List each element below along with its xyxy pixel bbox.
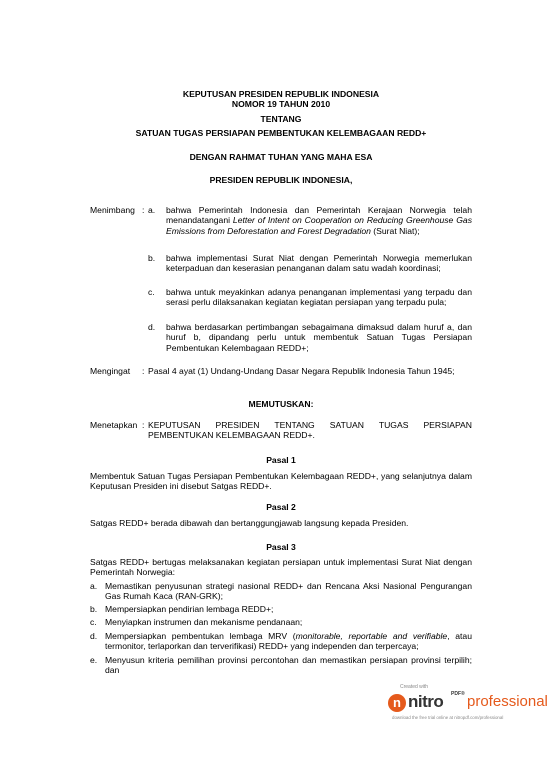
- item-marker: c.: [90, 617, 97, 627]
- item-text: bahwa berdasarkan pertimbangan sebagaimana dimaksud dalam huruf a, dan huruf b, dipandang perlu untuk membentuk Satuan Tugas Persiapan Pembentukan Kelembagaan REDD+;: [166, 322, 472, 353]
- mengingat-colon: :: [142, 366, 145, 376]
- mengingat-text: Pasal 4 ayat (1) Undang-Undang Dasar Negara Republik Indonesia Tahun 1945;: [148, 366, 455, 376]
- pasal-3-item: [90, 604, 472, 614]
- item-text: Mempersiapkan pembentukan lembaga MRV (monitorable, reportable and verifiable, atau termonitor, terlaporkan dan terverifikasi) REDD+ yang independen dan terpercaya;: [105, 631, 472, 652]
- created-with-label: Created with: [400, 684, 429, 690]
- nitro-brand: nitro: [408, 692, 444, 711]
- pasal-3-title: Pasal 3: [266, 542, 296, 552]
- item-marker: d.: [90, 631, 98, 641]
- pasal-3-item: [90, 581, 472, 602]
- menetapkan-label: Menetapkan: [90, 420, 138, 430]
- professional-label: professional: [467, 693, 548, 710]
- menimbang-item: [148, 322, 472, 353]
- pasal-3-item: [90, 617, 472, 627]
- pasal-1-title: Pasal 1: [266, 455, 296, 465]
- download-note: download the free trial online at nitropdf.com/professional: [392, 715, 504, 720]
- pasal-3-item: [90, 631, 472, 652]
- item-marker: c.: [148, 287, 155, 297]
- item-marker: b.: [148, 253, 156, 263]
- mengingat-label: Mengingat: [90, 366, 131, 376]
- item-text: bahwa untuk meyakinkan adanya penanganan implementasi yang terpadu dan serasi perlu dilaksanakan kegiatan kegiatan persiapan yang terpadu pula;: [166, 287, 472, 308]
- preamble-line: DENGAN RAHMAT TUHAN YANG MAHA ESA: [189, 152, 373, 162]
- item-text: bahwa implementasi Surat Niat dengan Pemerintah Norwegia memerlukan keterpaduan dan keserasian penanganan dalam satu wadah koordinasi;: [166, 253, 472, 274]
- nitro-logo-icon: n: [388, 694, 406, 712]
- memutuskan-heading: MEMUTUSKAN:: [248, 399, 314, 409]
- president-line: PRESIDEN REPUBLIK INDONESIA,: [209, 175, 353, 185]
- pasal-3-intro: Satgas REDD+ bertugas melaksanakan kegiatan persiapan untuk implementasi Surat Niat dengan Pemerintah Norwegia:: [90, 557, 472, 578]
- tentang-heading: TENTANG: [260, 114, 302, 124]
- pasal-2-text: Satgas REDD+ berada dibawah dan bertanggungjawab langsung kepada Presiden.: [90, 518, 409, 528]
- pasal-1-text: Membentuk Satuan Tugas Persiapan Pembentukan Kelembagaan REDD+, yang selanjutnya dalam Keputusan Presiden ini disebut Satgas REDD+.: [90, 471, 472, 492]
- item-marker: a.: [148, 205, 156, 215]
- item-text: Menyiapkan instrumen dan mekanisme pendanaan;: [105, 617, 303, 627]
- item-text: Menyusun kriteria pemilihan provinsi percontohan dan memastikan persiapan provinsi terpilih; dan: [105, 655, 472, 676]
- decree-number: NOMOR 19 TAHUN 2010: [231, 99, 331, 109]
- item-marker: b.: [90, 604, 98, 614]
- pasal-3-item: [90, 655, 472, 676]
- pdf-mark: PDF®: [451, 691, 465, 697]
- decree-subject: SATUAN TUGAS PERSIAPAN PEMBENTUKAN KELEMBAGAAN REDD+: [135, 128, 427, 138]
- item-marker: e.: [90, 655, 98, 665]
- menetapkan-text: KEPUTUSAN PRESIDEN TENTANG SATUAN TUGAS PERSIAPAN PEMBENTUKAN KELEMBAGAAN REDD+.: [148, 420, 472, 441]
- item-marker: d.: [148, 322, 156, 332]
- item-text: bahwa Pemerintah Indonesia dan Pemerintah Kerajaan Norwegia telah menandatangani Letter of Intent on Cooperation on Reducing Greenhouse Gas Emissions from Deforestation and Forest Degradation (Surat Niat);: [166, 205, 472, 236]
- menetapkan-colon: :: [142, 420, 145, 430]
- item-text: Mempersiapkan pendirian lembaga REDD+;: [105, 604, 274, 614]
- menimbang-colon: :: [142, 205, 145, 215]
- decree-title: KEPUTUSAN PRESIDEN REPUBLIK INDONESIA: [182, 89, 380, 99]
- nitro-watermark: [370, 684, 546, 740]
- menimbang-label: Menimbang: [90, 205, 135, 215]
- item-text: Memastikan penyusunan strategi nasional REDD+ dan Rencana Aksi Nasional Pengurangan Gas Rumah Kaca (RAN-GRK);: [105, 581, 472, 602]
- pasal-2-title: Pasal 2: [266, 502, 296, 512]
- item-marker: a.: [90, 581, 98, 591]
- menimbang-item: [148, 253, 472, 274]
- menimbang-item: [148, 287, 472, 308]
- menimbang-item: [148, 205, 472, 236]
